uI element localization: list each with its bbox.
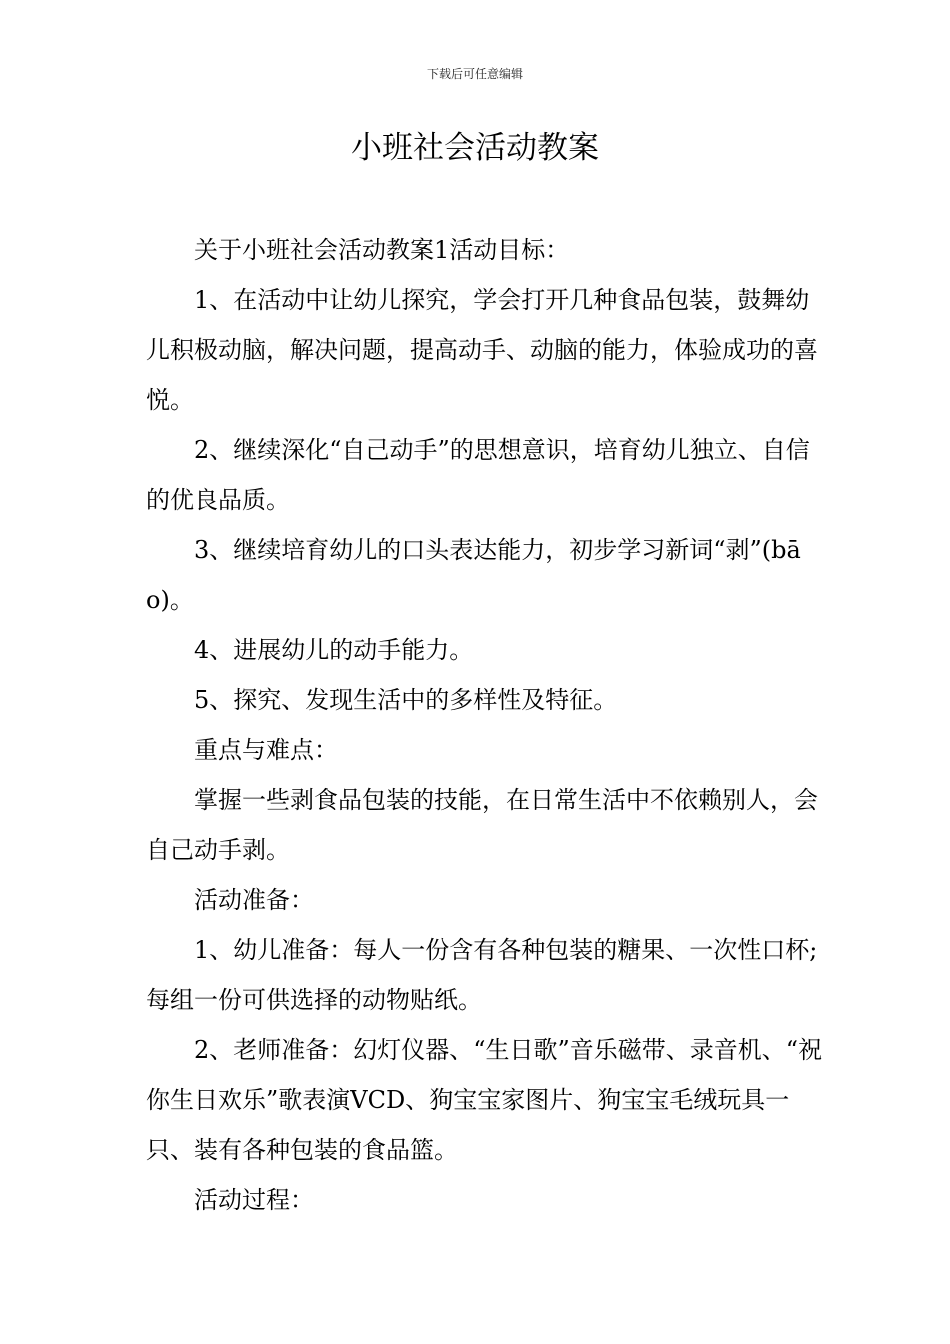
paragraph-objective-1: 1、在活动中让幼儿探究，学会打开几种食品包装，鼓舞幼儿积极动脑，解决问题，提高动手、动脑的能力，体验成功的喜悦。 xyxy=(146,286,818,414)
paragraph-key-points: 掌握一些剥食品包装的技能，在日常生活中不依赖别人，会自己动手剥。 xyxy=(146,786,818,864)
paragraph-preparation-teacher: 2、老师准备：幻灯仪器、“生日歌”音乐磁带、录音机、“祝你生日欢乐”歌表演VCD、狗宝宝家图片、狗宝宝毛绒玩具一只、装有各种包装的食品篮。 xyxy=(146,1036,823,1164)
header-note: 下载后可任意编辑 xyxy=(426,67,523,81)
paragraph-objective-3: 3、继续培育幼儿的口头表达能力，初步学习新词“剥”(bāo)。 xyxy=(146,536,801,614)
heading-preparation: 活动准备： xyxy=(194,886,314,914)
heading-key-points: 重点与难点： xyxy=(194,736,338,764)
paragraph-objective-5: 5、探究、发现生活中的多样性及特征。 xyxy=(194,686,618,714)
paragraph-objective-4: 4、进展幼儿的动手能力。 xyxy=(194,636,474,664)
paragraph-intro-objectives: 关于小班社会活动教案1活动目标： xyxy=(194,236,570,264)
paragraph-objective-2: 2、继续深化“自己动手”的思想意识，培育幼儿独立、自信的优良品质。 xyxy=(146,436,810,514)
heading-process: 活动过程： xyxy=(194,1186,314,1214)
paragraph-preparation-children: 1、幼儿准备：每人一份含有各种包装的糖果、一次性口杯;每组一份可供选择的动物贴纸。 xyxy=(146,936,818,1014)
document-title: 小班社会活动教案 xyxy=(351,130,599,166)
document-body xyxy=(146,225,826,1225)
